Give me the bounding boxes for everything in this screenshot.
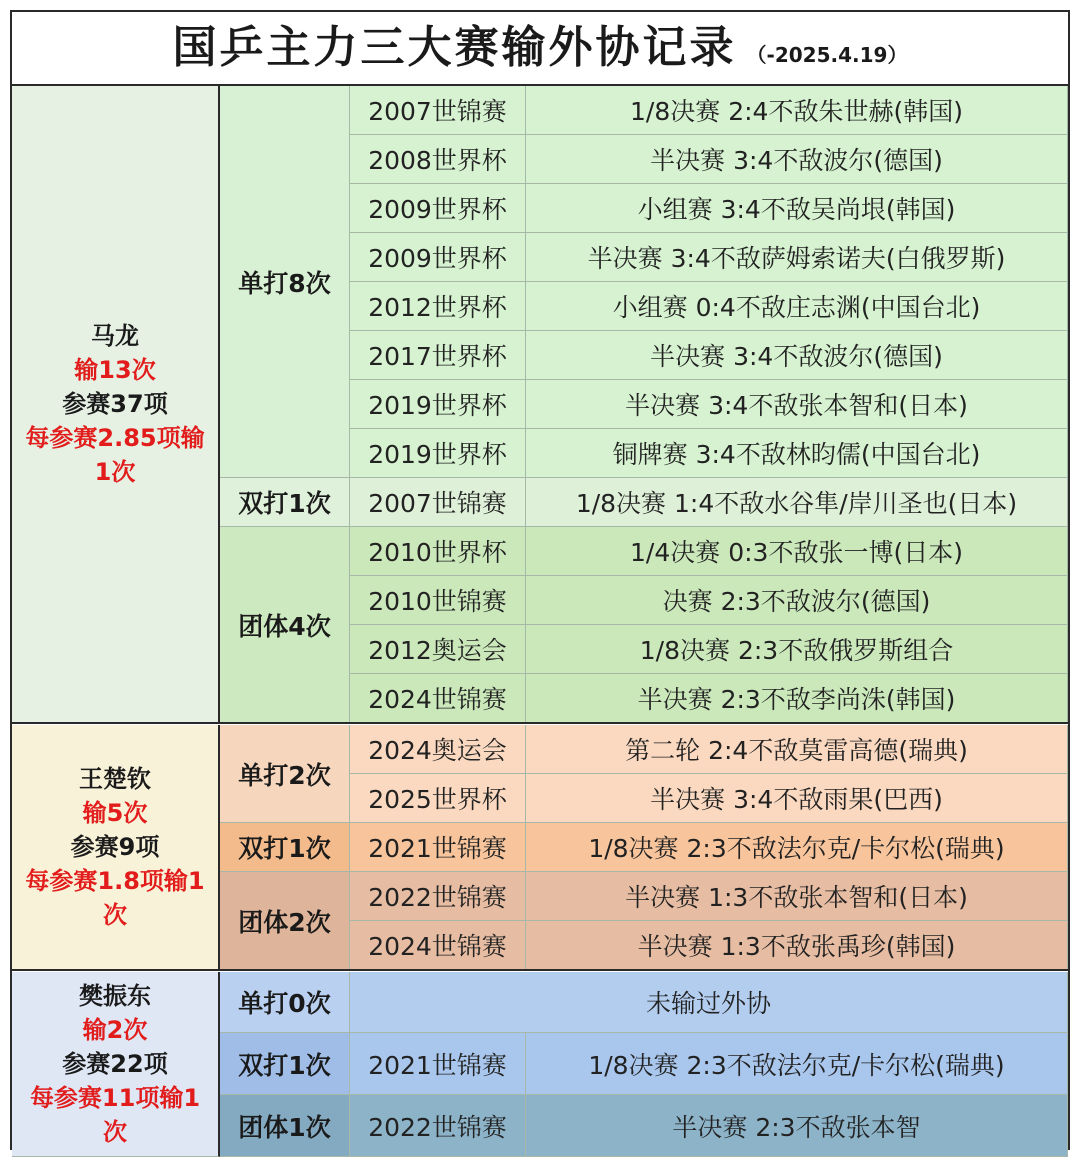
entry-count: 参赛9项 bbox=[70, 833, 160, 861]
result-cell: 半决赛 3:4不敌张本智和(日本) bbox=[526, 380, 1068, 429]
result-cell: 1/8决赛 2:3不敌法尔克/卡尔松(瑞典) bbox=[526, 1033, 1068, 1095]
result-cell: 决赛 2:3不敌波尔(德国) bbox=[526, 576, 1068, 625]
result-cell: 1/8决赛 1:4不敌水谷隼/岸川圣也(日本) bbox=[526, 478, 1068, 527]
tournament-cell: 2024世锦赛 bbox=[350, 674, 526, 723]
event-cell: 单打2次 bbox=[220, 725, 350, 823]
player-cell bbox=[12, 86, 220, 723]
tournament-cell: 2025世界杯 bbox=[350, 774, 526, 823]
result-cell: 1/8决赛 2:3不敌俄罗斯组合 bbox=[526, 625, 1068, 674]
entry-count: 参赛22项 bbox=[62, 1050, 168, 1078]
loss-count: 输13次 bbox=[74, 356, 156, 384]
event-cell: 双打1次 bbox=[220, 1033, 350, 1095]
loss-rate: 每参赛11项输1 bbox=[29, 1084, 201, 1112]
result-cell: 1/8决赛 2:3不敌法尔克/卡尔松(瑞典) bbox=[526, 823, 1068, 872]
tournament-cell: 2019世界杯 bbox=[350, 380, 526, 429]
result-cell: 半决赛 3:4不敌萨姆索诺夫(白俄罗斯) bbox=[526, 233, 1068, 282]
tournament-cell: 2021世锦赛 bbox=[350, 1033, 526, 1095]
result-cell: 半决赛 2:3不敌张本智 bbox=[526, 1095, 1068, 1157]
player-cell bbox=[12, 972, 220, 1157]
result-cell: 小组赛 3:4不敌吴尚垠(韩国) bbox=[526, 184, 1068, 233]
result-cell: 半决赛 2:3不敌李尚洙(韩国) bbox=[526, 674, 1068, 723]
event-cell: 团体1次 bbox=[220, 1095, 350, 1157]
result-cell: 1/8决赛 2:4不敌朱世赫(韩国) bbox=[526, 86, 1068, 135]
loss-rate-cont: 1次 bbox=[94, 458, 136, 486]
tournament-cell: 2007世锦赛 bbox=[350, 86, 526, 135]
tournament-cell: 2019世界杯 bbox=[350, 429, 526, 478]
tournament-cell: 2022世锦赛 bbox=[350, 1095, 526, 1157]
title-bar bbox=[12, 12, 1068, 86]
result-cell: 1/4决赛 0:3不敌张一博(日本) bbox=[526, 527, 1068, 576]
loss-count: 输5次 bbox=[82, 799, 148, 827]
result-cell: 半决赛 3:4不敌波尔(德国) bbox=[526, 331, 1068, 380]
result-cell: 铜牌赛 3:4不敌林昀儒(中国台北) bbox=[526, 429, 1068, 478]
loss-rate: 每参赛2.85项输 bbox=[25, 424, 205, 452]
loss-rate-cont: 次 bbox=[103, 1118, 127, 1146]
event-cell: 双打1次 bbox=[220, 478, 350, 527]
result-cell: 小组赛 0:4不敌庄志渊(中国台北) bbox=[526, 282, 1068, 331]
tournament-cell: 2012世界杯 bbox=[350, 282, 526, 331]
tournament-cell: 2010世界杯 bbox=[350, 527, 526, 576]
tournament-cell: 2021世锦赛 bbox=[350, 823, 526, 872]
tournament-cell: 2007世锦赛 bbox=[350, 478, 526, 527]
tournament-cell: 2017世界杯 bbox=[350, 331, 526, 380]
loss-count: 输2次 bbox=[82, 1016, 148, 1044]
result-cell: 半决赛 1:3不敌张本智和(日本) bbox=[526, 872, 1068, 921]
player-name: 樊振东 bbox=[79, 982, 151, 1010]
result-cell: 未输过外协 bbox=[350, 972, 1068, 1033]
result-cell: 半决赛 3:4不敌雨果(巴西) bbox=[526, 774, 1068, 823]
tournament-cell: 2024奥运会 bbox=[350, 725, 526, 774]
tournament-cell: 2009世界杯 bbox=[350, 184, 526, 233]
tournament-cell: 2009世界杯 bbox=[350, 233, 526, 282]
tournament-cell: 2010世锦赛 bbox=[350, 576, 526, 625]
page-title: 国乒主力三大赛输外协记录 bbox=[172, 22, 737, 73]
loss-rate-cont: 次 bbox=[103, 901, 127, 929]
loss-rate: 每参赛1.8项输1 bbox=[25, 867, 205, 895]
title-date-range: （-2025.4.19） bbox=[746, 43, 908, 67]
player-name: 王楚钦 bbox=[79, 765, 151, 793]
event-cell: 团体4次 bbox=[220, 527, 350, 723]
result-cell: 半决赛 1:3不敌张禹珍(韩国) bbox=[526, 921, 1068, 970]
player-cell bbox=[12, 725, 220, 970]
player-name: 马龙 bbox=[91, 322, 139, 350]
event-cell: 单打8次 bbox=[220, 86, 350, 478]
event-cell: 双打1次 bbox=[220, 823, 350, 872]
tournament-cell: 2008世界杯 bbox=[350, 135, 526, 184]
tournament-cell: 2022世锦赛 bbox=[350, 872, 526, 921]
result-cell: 第二轮 2:4不敌莫雷高德(瑞典) bbox=[526, 725, 1068, 774]
player-divider bbox=[12, 722, 1068, 724]
event-cell: 团体2次 bbox=[220, 872, 350, 970]
player-divider bbox=[12, 969, 1068, 971]
event-cell: 单打0次 bbox=[220, 972, 350, 1033]
entry-count: 参赛37项 bbox=[62, 390, 168, 418]
tournament-cell: 2012奥运会 bbox=[350, 625, 526, 674]
result-cell: 半决赛 3:4不敌波尔(德国) bbox=[526, 135, 1068, 184]
record-table bbox=[10, 10, 1070, 1150]
tournament-cell: 2024世锦赛 bbox=[350, 921, 526, 970]
